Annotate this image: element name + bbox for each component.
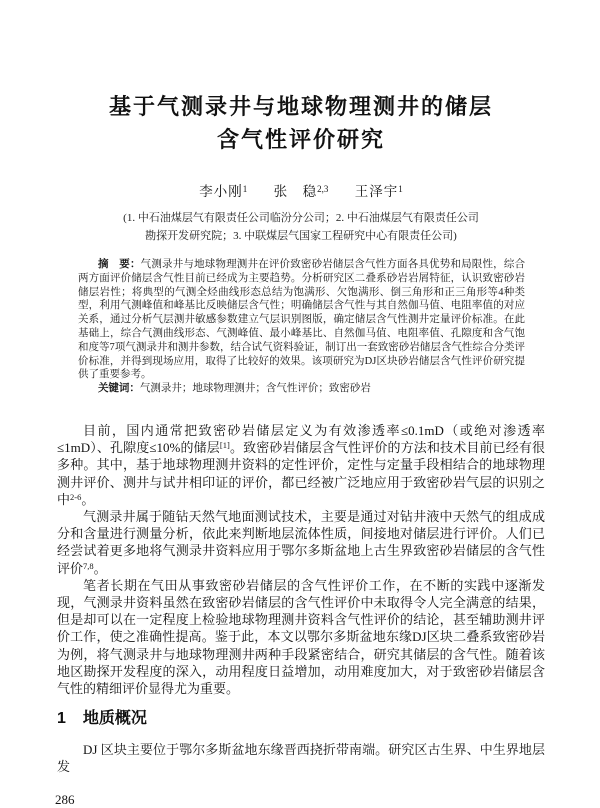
title-line-2: 含气性评价研究 <box>216 127 385 152</box>
author-3-affiliation-mark: 1 <box>398 183 403 194</box>
introduction-section <box>57 422 545 697</box>
paragraph-1-text-c: 。 <box>81 491 95 507</box>
abstract-text: 气测录井与地球物理测井在评价致密砂岩储层含气性方面各具优势和局限性，综合两方面评价储层含气性目前已经成为主要趋势。分析研究区二叠系砂岩岩屑特征，认识致密砂岩储层岩性；将典型的气测全烃曲线形态总结为饱满形、欠饱满形、倒三角形和正三角形等4种类型，利用气测峰值和峰基比反映储层含气性；明确储层含气性与其自然伽马值、电阻率值的对应关系，通过分析气层测井敏感参数建立气层识别图版，确定储层含气性测井定量评价标准。在此基础上，综合气测曲线形态、气测峰值、最小峰基比、自然伽马值、电阻率值、孔隙度和含气饱和度等7项气测录井和测井参数，结合试气资料验证，制订出一套致密砂岩储层含气性综合分类评价标准，并得到现场应用，取得了比较好的效果。该项研究为DJ区块砂岩储层含气性评价研究提供了重要参考。 <box>78 259 526 381</box>
title-line-1: 基于气测录井与地球物理测井的储层 <box>108 94 493 119</box>
section-1-title: 地质概况 <box>82 710 147 728</box>
abstract-block <box>78 258 525 396</box>
author-2-affiliation-mark: 2,3 <box>317 183 329 194</box>
affiliation-line-1: (1. 中石油煤层气有限责任公司临汾分公司；2. 中石油煤层气有限责任公司 <box>123 212 479 224</box>
affiliations <box>57 209 545 245</box>
affiliation-line-2: 勘探开发研究院；3. 中联煤层气国家工程研究中心有限责任公司) <box>145 230 457 242</box>
keywords-text: 气测录井；地球物理测井；含气性评价；致密砂岩 <box>139 383 371 395</box>
section-1-number: 1 <box>57 710 66 728</box>
section-1-heading <box>57 709 545 729</box>
text-column <box>0 90 600 776</box>
paper-title <box>57 90 545 156</box>
paragraph-4: DJ 区块主要位于鄂尔多斯盆地东缘晋西挠折带南端。研究区古生界、中生界地层发 <box>57 742 545 775</box>
author-3 <box>355 184 403 199</box>
paragraph-1-text-a: 目前，国内通常把致密砂岩储层定义为有效渗透率≤0.1mD（或绝对渗透率≤1mD）、孔隙度≤10%的储层 <box>57 422 545 456</box>
citation-ref-7-8: 7,8 <box>83 560 94 571</box>
paragraph-2-text-b: 。 <box>93 560 107 576</box>
citation-ref-2-6: 2-6 <box>70 491 82 502</box>
section-1-body <box>57 741 545 775</box>
author-3-name: 王泽宇 <box>354 184 399 199</box>
authors-line <box>57 180 545 200</box>
paragraph-1-text-b: 。致密砂岩储层含气性评价的方法和技术目前已经有很多种。其中，基于地球物理测井资料的定性评价，定性与定量手段相结合的地球物理测井评价、测井与试井相印证的评价，都已经被广泛地应用于致密砂岩气层的识别之中 <box>57 440 545 507</box>
keywords-label: 关键词： <box>97 382 140 395</box>
paper-page <box>0 90 600 805</box>
paragraph-2-text-a: 气测录井属于随钻天然气地面测试技术，主要是通过对钻井液中天然气的组成成分和含量进行测量分析，依此来判断地层流体性质，间接地对储层进行评价。人们已经尝试着更多地将气测录井资料应用于鄂尔多斯盆地上古生界致密砂岩储层的含气性评价 <box>57 508 545 576</box>
author-1-name: 李小刚 <box>199 184 243 199</box>
paragraph-1 <box>57 422 545 508</box>
abstract-paragraph <box>78 258 525 382</box>
author-1-affiliation-mark: 1 <box>242 183 248 194</box>
citation-ref-1: [1] <box>219 440 230 451</box>
paragraph-2 <box>57 508 545 577</box>
author-1 <box>199 184 247 199</box>
keywords-line <box>78 382 525 396</box>
page-number: 286 <box>55 792 75 807</box>
author-2 <box>274 184 329 199</box>
paragraph-3: 笔者长期在气田从事致密砂岩储层的含气性评价工作，在不断的实践中逐渐发现，气测录井资料虽然在致密砂岩储层的含气性评价中未取得令人完全满意的结果，但是却可以在一定程度上检验地球物理测井资料含气性评价的结论，甚至辅助测井评价工作，使之准确性提高。鉴于此，本文以鄂尔多斯盆地东缘DJ区块二叠系致密砂岩为例，将气测录井与地球物理测井两种手段紧密结合，研究其储层的含气性。随着该地区勘探开发程度的深入，动用程度日益增加，动用难度加大，对于致密砂岩储层含气性的精细评价显得尤为重要。 <box>57 577 545 697</box>
author-2-name: 张 稳 <box>273 184 318 199</box>
abstract-label: 摘 要： <box>97 258 141 270</box>
